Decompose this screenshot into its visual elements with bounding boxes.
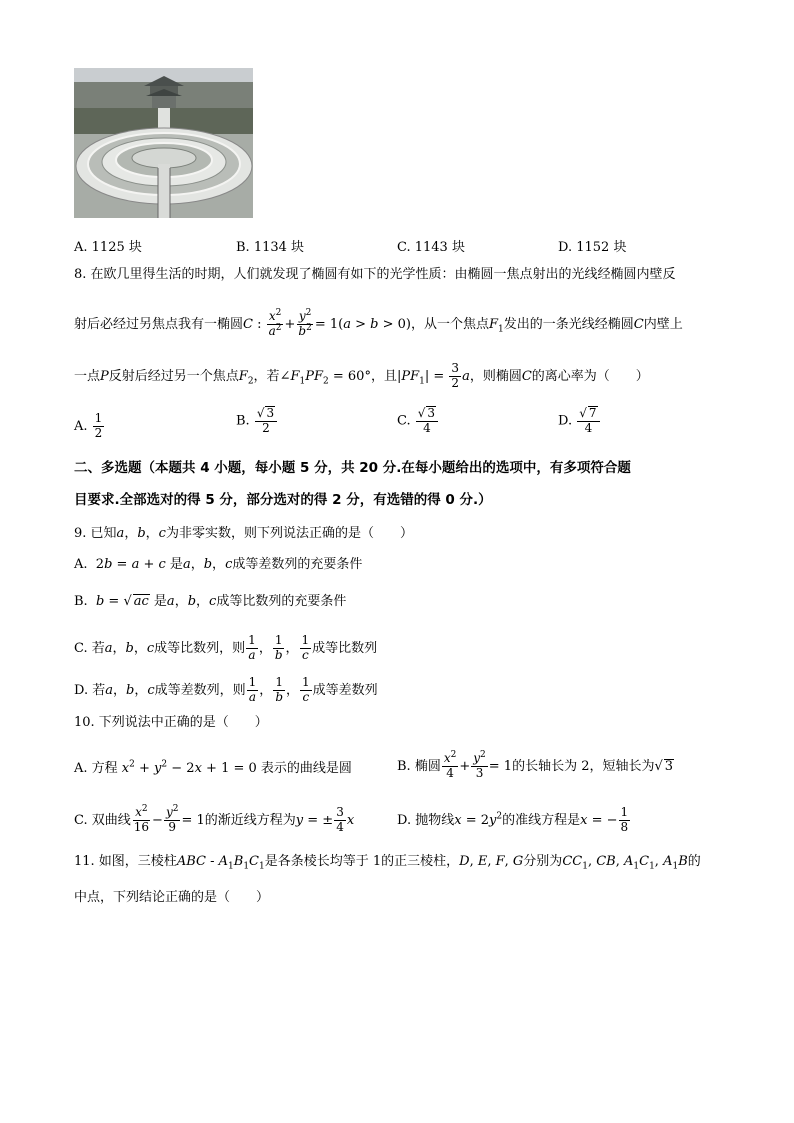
q8-line1: 8. 在欧几里得生活的时期，人们就发现了椭圆有如下的光学性质：由椭圆一焦点射出的光线经椭圆内壁反 — [74, 267, 676, 282]
q9-option-a: A. 2b = a + c 是a，b，c成等差数列的充要条件 — [74, 557, 363, 572]
q8-line3-text-d: ，且 — [370, 368, 397, 384]
q9-option-b: B. b = √ ac 是a，b，c成等比数列的充要条件 — [74, 594, 347, 609]
q7-option-b: B. 1134 块 — [236, 240, 305, 255]
section2-heading-line2: 目要求.全部选对的得 5 分，部分选对的得 2 分，有选错的得 0 分.） — [74, 492, 492, 508]
q8-option-d: D. $\frac{√ 7}{4}$ — [558, 406, 601, 436]
q8-line3-text-a: 一点 — [74, 368, 101, 384]
q8-line3-text-b: 反射后经过另一个焦点 — [108, 368, 239, 384]
q7-option-c: C. 1143 块 — [397, 240, 465, 255]
q9-option-c: C. 若a，b，c成等比数列，则 $\frac{1}{a}$ ， $\frac{1}{b}$ ， $\frac{1}{c}$ 成等比数列 — [74, 633, 378, 662]
q9-stem: 9. 已知a，b，c为非零实数，则下列说法正确的是（ ） — [74, 526, 413, 541]
q11-line1: 11. 如图，三棱柱ABC - $A_1B_1C_1$是各条棱长均等于 1的正三棱柱，D, E, F, G分别为$CC_1$, CB, $A_1C_1$, $A_1B$的 — [74, 854, 701, 872]
q9-option-d: D. 若a，b，c成等差数列，则 $\frac{1}{a}$ ， $\frac{1}{b}$ ， $\frac{1}{c}$ 成等差数列 — [74, 675, 378, 704]
altar-photo — [74, 68, 253, 218]
q10-option-a: A. 方程 $x^2 + y^2 - 2x + 1 = 0$ 表示的曲线是圆 — [74, 759, 352, 776]
q8-line2-text-d: 内壁上 — [643, 316, 683, 332]
q8-line2-text-b: ，从一个焦点 — [410, 316, 489, 332]
q8-option-b: B. $\frac{√ 3}{2}$ — [236, 406, 278, 436]
q10-option-b: B. 椭圆 $\frac{x^2}{4}$ + $\frac{y^2}{3}$ = 1的长轴长为 2，短轴长为√ 3 — [397, 750, 674, 780]
q10-option-c: C. 双曲线 $\frac{x^2}{16}$ − $\frac{y^2}{9}$ = 1的渐近线方程为y = ± $\frac{3}{4}$ x — [74, 804, 355, 834]
ellipse-equation: $\frac{x^2}{a^2}$ — [268, 308, 282, 338]
q7-option-d: D. 1152 块 — [558, 240, 627, 255]
q7-option-a: A. 1125 块 — [74, 240, 142, 255]
q10-option-d: D. 抛物线$x = 2y^2$的准线方程是x = − $\frac{1}{8}$ — [397, 805, 629, 834]
q8-line2-text-c: 发出的一条光线经椭圆 — [503, 316, 634, 332]
q10-stem: 10. 下列说法中正确的是（ ） — [74, 715, 268, 730]
q8-line3-text-c: ，若 — [253, 368, 280, 384]
q8-option-a: A. $\frac{1}{2}$ — [74, 411, 103, 440]
q8-line2-text-a: 射后必经过另焦点我有一椭圆 — [74, 316, 244, 332]
section2-heading-line1: 二、多选题（本题共 4 小题，每小题 5 分，共 20 分.在每小题给出的选项中，有多项符合题 — [74, 460, 631, 476]
q8-option-c: C. $\frac{√ 3}{4}$ — [397, 406, 439, 436]
q8-line3-text-f: 的离心率为（ ） — [531, 368, 649, 384]
q8-line3-text-e: ，则椭圆 — [469, 368, 522, 384]
q8-line3: 一点P反射后经过另一个焦点$F_2$，若$\angle F_1PF_2 = 60^\circ$，且$|PF_1|$ = $\frac{3}{2}$ a，则椭圆C的离心率为（ ） — [74, 361, 649, 390]
q11-line2: 中点，下列结论正确的是（ ） — [74, 890, 270, 905]
q8-line2: 射后必经过另焦点我有一椭圆C : $\frac{x^2}{a^2}$ + $\frac{y^2}{b^2}$ = 1(a > b > 0)，从一个焦点$F_1$发出的一条光线经椭圆C内壁上 — [74, 308, 683, 338]
